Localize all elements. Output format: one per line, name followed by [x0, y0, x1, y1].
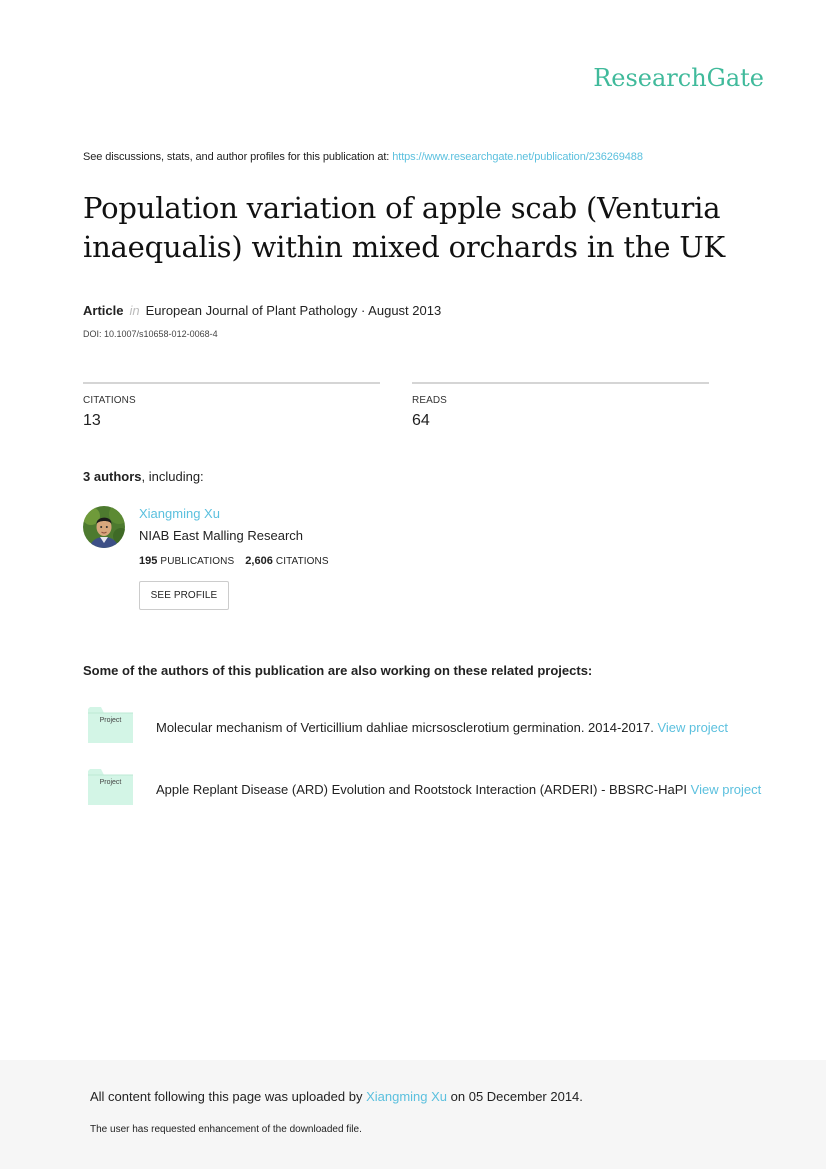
project-item	[88, 705, 778, 745]
upload-notice	[90, 1089, 583, 1104]
view-project-link[interactable]: View project	[657, 720, 729, 735]
reads-stat	[412, 382, 709, 430]
see-profile-button[interactable]: SEE PROFILE	[139, 581, 229, 610]
author-institution: NIAB East Malling Research	[139, 528, 304, 543]
author-publications-label: PUBLICATIONS	[160, 556, 235, 567]
researchgate-logo[interactable]: ResearchGate	[593, 64, 764, 92]
citations-label: CITATIONS	[83, 395, 136, 406]
footer-panel	[0, 1060, 826, 1169]
author-publications-count: 195	[139, 555, 158, 567]
reads-label: READS	[412, 395, 447, 406]
citations-stat	[83, 382, 380, 430]
author-citations-count: 2,606	[245, 555, 273, 567]
avatar-photo-icon	[83, 506, 125, 548]
publication-type: Article	[83, 303, 124, 318]
related-projects-heading: Some of the authors of this publication are also working on these related projects:	[83, 663, 593, 678]
publication-url-link[interactable]: https://www.researchgate.net/publication/236269488	[392, 151, 643, 163]
project-icon-label: Project	[99, 779, 122, 786]
citations-value: 13	[83, 412, 101, 429]
in-label: in	[129, 303, 140, 318]
publication-meta	[83, 303, 441, 318]
view-project-link[interactable]: View project	[690, 782, 762, 797]
project-folder-icon	[88, 767, 133, 805]
doi-text: DOI: 10.1007/s10658-012-0068-4	[83, 329, 218, 339]
project-text	[156, 720, 728, 735]
author-name-link[interactable]: Xiangming Xu	[139, 506, 220, 521]
upload-prefix: All content following this page was uploaded by	[90, 1089, 367, 1104]
enhancement-note: The user has requested enhancement of the downloaded file.	[90, 1124, 362, 1135]
discussion-prefix: See discussions, stats, and author profiles for this publication at:	[83, 151, 393, 163]
authors-heading	[83, 469, 204, 484]
project-icon-label: Project	[99, 717, 122, 724]
author-avatar[interactable]	[83, 506, 125, 548]
project-item	[88, 767, 778, 807]
project-title: Molecular mechanism of Verticillium dahliae micrsosclerotium germination. 2014-2017.	[156, 720, 654, 735]
publication-venue[interactable]: European Journal of Plant Pathology · August 2013	[145, 303, 442, 318]
reads-value: 64	[412, 412, 430, 429]
publication-title: Population variation of apple scab (Venturia inaequalis) within mixed orchards in the UK	[83, 191, 726, 264]
discussion-line	[83, 151, 643, 163]
authors-suffix: , including:	[141, 469, 204, 484]
project-folder-icon	[88, 705, 133, 743]
authors-count: 3 authors	[83, 469, 142, 484]
project-title: Apple Replant Disease (ARD) Evolution and Rootstock Interaction (ARDERI) - BBSRC-HaPI	[156, 782, 688, 797]
upload-suffix: on 05 December 2014.	[447, 1089, 583, 1104]
uploader-link[interactable]: Xiangming Xu	[366, 1089, 448, 1104]
author-stats	[139, 555, 337, 567]
project-text	[156, 782, 761, 797]
author-citations-label: CITATIONS	[275, 556, 329, 567]
